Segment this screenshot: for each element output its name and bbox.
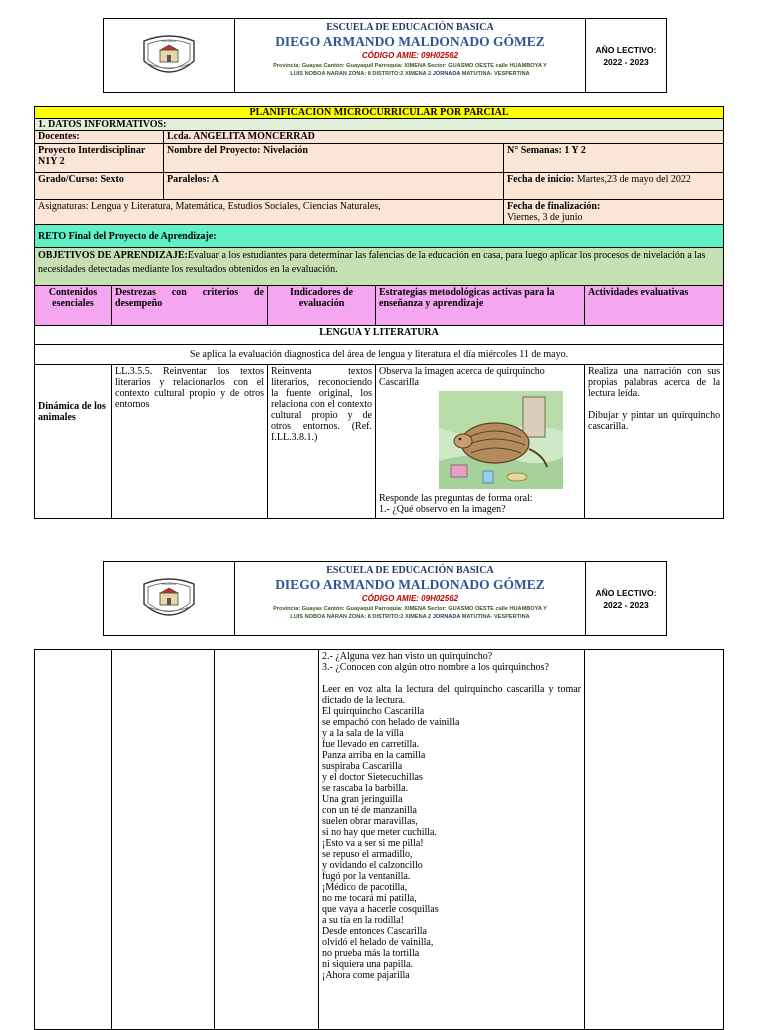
actividades-cont [585, 650, 724, 1030]
objetivos [35, 248, 724, 286]
fecha-inicio-value: Martes,23 de mayo del 2022 [574, 174, 691, 185]
evaluacion-diagnostica: Se aplica la evaluación diagnostica del área de lengua y literatura el día miércoles 11 de mayo. [35, 345, 724, 365]
objetivos-label: OBJETIVOS DE APRENDIZAJE: [38, 250, 188, 261]
poem-line: se rascaba la barbilla. [322, 783, 409, 794]
school-type-2: ESCUELA DE EDUCACIÓN BASICA [326, 565, 494, 576]
school-header-2 [103, 561, 667, 636]
paralelos: Paralelos: A [164, 173, 504, 200]
school-crest-icon [138, 33, 200, 79]
year-label-2: AÑO LECTIVO: [595, 587, 657, 598]
address-part-b: JORNADA [432, 71, 461, 77]
poem-line: ¡Esto va a ser si me pilla! [322, 838, 424, 849]
fecha-fin-value: Viernes, 3 de junio [507, 212, 583, 223]
year-value: 2022 - 2023 [603, 56, 649, 67]
poem-line: y el doctor Sietecuchillas [322, 772, 423, 783]
pregunta-1: 1.- ¿Qué observo en la imagen? [379, 504, 506, 515]
poem-line: y a la sala de la villa [322, 728, 404, 739]
section-1-title: 1. DATOS INFORMATIVOS: [35, 119, 724, 131]
fecha-inicio [504, 173, 724, 200]
grado-curso: Grado/Curso: Sexto [35, 173, 164, 200]
poem-line: se repuso el armadillo, [322, 849, 413, 860]
poem-line: olvidó el helado de vainilla, [322, 937, 434, 948]
area-lengua: LENGUA Y LITERATURA [35, 326, 724, 345]
actividades [585, 365, 724, 519]
estrategia-intro: Observa la imagen acerca de quirquincho Cascarilla [379, 366, 545, 388]
fecha-fin [504, 200, 724, 225]
year-value-2: 2022 - 2023 [603, 599, 649, 610]
docentes-value: Lcda. ANGELITA MONCERRAD [164, 131, 724, 144]
poem-line: Panza arriba en la camilla [322, 750, 426, 761]
address-part-c-2: MATUTINA- VESPERTINA [460, 614, 530, 620]
svg-text:ESCUELA: ESCUELA [162, 581, 176, 586]
school-type: ESCUELA DE EDUCACIÓN BASICA [326, 22, 494, 33]
pregunta-3: 3.- ¿Conocen con algún otro nombre a los quirquinchos? [322, 662, 549, 673]
address-line-2 [235, 70, 585, 78]
address-part-a: LUIS NOBOA NARAN ZONA: 8 DISTRITO:2 XIMENA 2 [290, 71, 433, 77]
school-name: DIEGO ARMANDO MALDONADO GÓMEZ [275, 34, 545, 49]
poem-line: con un té de manzanilla [322, 805, 417, 816]
poem-line: ni siquiera una papilla. [322, 959, 414, 970]
objetivos-text: Evaluar a los estudiantes para determinar las falencias de la educación en casa, para luego aplicar los procesos de nivelación a las necesidades detectadas mediante los resultados obtenidos en la evaluación. [38, 250, 706, 275]
destreza-cont [112, 650, 215, 1030]
reto-final: RETO Final del Proyecto de Aprendizaje: [35, 225, 724, 248]
header-estrategias: Estrategias metodológicas activas para la enseñanza y aprendizaje [376, 286, 585, 326]
preguntas-intro: Responde las preguntas de forma oral: [379, 493, 533, 504]
poem-line: El quirquincho Cascarilla [322, 706, 425, 717]
poem-line: suelen obrar maravillas, [322, 816, 418, 827]
address-part-c: MATUTINA- VESPERTINA [460, 71, 530, 77]
school-info-2 [235, 562, 586, 635]
poem-line: Desde entonces Cascarilla [322, 926, 427, 937]
amie-code: CÓDIGO AMIE: 09H02562 [361, 51, 459, 60]
poem-line: ¡Médico de pacotilla, [322, 882, 408, 893]
armadillo-illustration-icon [439, 391, 563, 489]
lectura-intro: Leer en voz alta la lectura del quirquincho cascarilla y tomar dictado de la lectura. [322, 684, 581, 706]
estrategia [376, 365, 585, 519]
logo-cell [104, 19, 235, 92]
header-contenidos: Contenidos esenciales [35, 286, 112, 326]
poem-line: no me tocará mi patilla, [322, 893, 417, 904]
plan-table [34, 106, 724, 519]
actividad-1: Realiza una narración con sus propias palabras acerca de la lectura leída. [588, 366, 721, 399]
poem-line: no prueba más la tortilla [322, 948, 420, 959]
address-part-b-2: JORNADA [432, 614, 461, 620]
header-destrezas: Destrezas con criterios de desempeño [112, 286, 268, 326]
header-indicadores: Indicadores de evaluación [268, 286, 376, 326]
poem-line: se empachó con helado de vainilla [322, 717, 460, 728]
school-info [235, 19, 586, 92]
poem-line: Una gran jeringuilla [322, 794, 403, 805]
indicador-cont [215, 650, 319, 1030]
fecha-inicio-label: Fecha de inicio: [507, 174, 575, 185]
poem-line: fugó por la ventanilla. [322, 871, 411, 882]
plan-title: PLANIFICACIÓN MICROCURRICULAR POR PARCIAL [35, 107, 724, 119]
poem [322, 706, 581, 981]
docentes-label: Docentes: [35, 131, 164, 144]
school-crest-icon [138, 576, 200, 622]
contenido-dinamica: Dinámica de los animales [35, 365, 112, 519]
poem-line: que vaya a hacerle cosquillas [322, 904, 439, 915]
poem-line: suspiraba Cascarilla [322, 761, 403, 772]
svg-text:ESCUELA: ESCUELA [162, 38, 176, 43]
poem-line: fue llevado en carretilla. [322, 739, 420, 750]
proyecto-label: Proyecto Interdisciplinar N1Y 2 [35, 144, 164, 173]
amie-code-2: CÓDIGO AMIE: 09H02562 [361, 594, 459, 603]
semanas: N° Semanas: 1 Y 2 [504, 144, 724, 173]
address-part-a-2: LUIS NOBOA NARAN ZONA: 8 DISTRITO:2 XIMENA 2 [290, 614, 433, 620]
header-actividades: Actividades evaluativas [585, 286, 724, 326]
page-2 [0, 545, 768, 1024]
asignaturas: Asignaturas: Lengua y Literatura, Matemática, Estudios Sociales, Ciencias Naturales, [35, 200, 504, 225]
address-line-2-2 [235, 613, 585, 621]
pregunta-2: 2.- ¿Alguna vez han visto un quirquincho? [322, 651, 493, 662]
nombre-proyecto: Nombre del Proyecto: Nivelación [164, 144, 504, 173]
address-line-1: Provincia: Guayas Cantón: Guayaquil Parroquia: XIMENA Sector: GUASMO OESTE calle HUAMBOYA Y [273, 63, 547, 69]
plan-table-continued [34, 649, 724, 1030]
indicador: Reinventa textos literarios, reconociendo la fuente original, los relaciona con el contexto cultural propio y de otros entornos. (Ref. I.LL.3.8.1.) [268, 365, 376, 519]
year-label: AÑO LECTIVO: [595, 44, 657, 55]
poem-line: ¡Ahora come pajarilla [322, 970, 410, 981]
poem-line: a su tía en la rodilla! [322, 915, 404, 926]
logo-cell-2 [104, 562, 235, 635]
actividad-2: Dibujar y pintar un quirquincho cascarilla. [588, 410, 721, 432]
school-year [586, 19, 666, 92]
fecha-fin-label: Fecha de finalización: [507, 201, 601, 212]
destreza: LL.3.5.5. Reinventar los textos literarios y relacionarlos con el contexto cultural propio y de otros entornos [112, 365, 268, 519]
school-year-2 [586, 562, 666, 635]
school-header [103, 18, 667, 93]
estrategia-cont [319, 650, 585, 1030]
poem-line: y ovidando el calzoncillo [322, 860, 423, 871]
poem-line: si no hay que meter cuchilla. [322, 827, 437, 838]
address-line-1-2: Provincia: Guayas Cantón: Guayaquil Parroquia: XIMENA Sector: GUASMO OESTE calle HUAMBOYA Y [273, 606, 547, 612]
contenido-cont [35, 650, 112, 1030]
school-name-2: DIEGO ARMANDO MALDONADO GÓMEZ [275, 577, 545, 592]
